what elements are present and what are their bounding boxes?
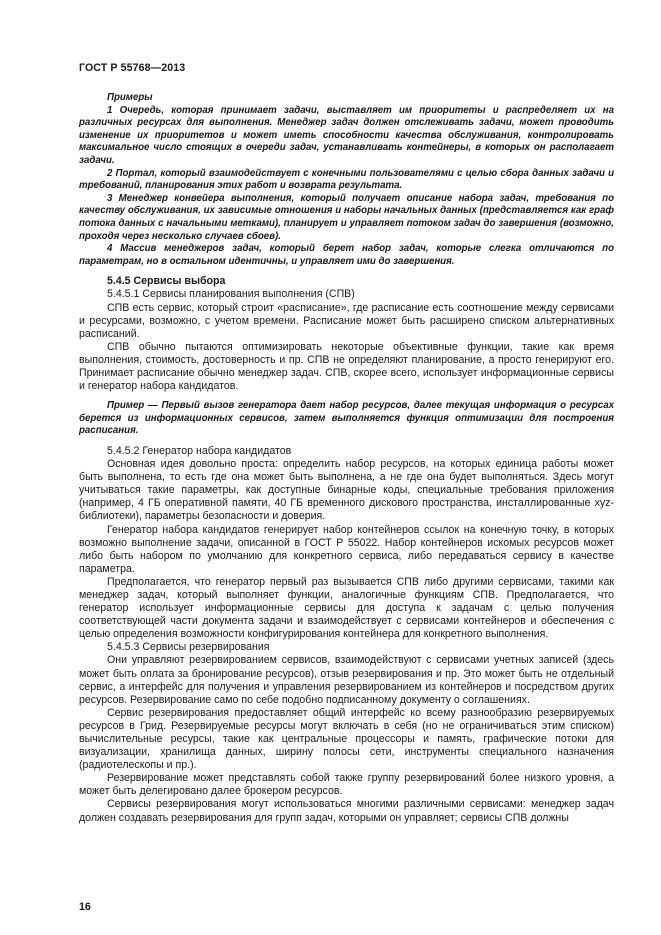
example-item-2: 2 Портал, который взаимодействует с конечными пользователями с целью сбора данных задачи и требований, планирования этих работ и возврата результата. bbox=[79, 167, 614, 192]
example-item-1: 1 Очередь, которая принимает задачи, выставляет им приоритеты и распределяет их на различных ресурсах для выполнения. Менеджер задач должен отслеживать задачи, может проводить изменение их приоритетов и может иметь способности качества обслуживания, контролировать максимальное число стоящих в очереди задач, устанавливать контейнеры, в которых он располагает задачи. bbox=[79, 104, 614, 166]
paragraph: СПВ есть сервис, который строит «расписание», где расписание есть соотношение между сервисами и ресурсами, возможно, с учетом времени. Расписание может быть расширено списком альтернативных расписаний. bbox=[79, 301, 614, 340]
document-body bbox=[79, 92, 614, 825]
paragraph: Основная идея довольно проста: определить набор ресурсов, на которых единица работы может быть выполнена, то есть где она может быть выполнена, а не где она будет выполняться. Здесь могут учитываться такие параметры, как доступные бинарные коды, специальные требования приложения (например, 4 ГБ оперативной памяти, 40 ГБ временного дискового пространства, инсталлированные xyz-библиотеки), параметры безопасности и доверия. bbox=[79, 458, 614, 523]
paragraph: Генератор набора кандидатов генерирует набор контейнеров ссылок на конечную точку, в которых возможно выполнение задачи, описанной в ГОСТ Р 55022. Набор контейнеров искомых ресурсов может либо быть набором по умолчанию для конкретного сервиса, либо передаваться сервису в качестве параметра. bbox=[79, 523, 614, 575]
section-title-545: 5.4.5 Сервисы выбора bbox=[107, 275, 226, 288]
subsection-title-5452: 5.4.5.2 Генератор набора кандидатов bbox=[107, 444, 292, 457]
examples-block bbox=[79, 92, 614, 268]
paragraph: Сервисы резервирования могут использоваться многими различными сервисами: менеджер задач должен создавать резервирования для групп задач, которыми он управляет; сервисы СПВ должны bbox=[79, 798, 614, 824]
subsection-title-5453: 5.4.5.3 Сервисы резервирования bbox=[107, 641, 270, 654]
paragraph: Они управляют резервированием сервисов, взаимодействуют с сервисами учетных записей (здесь может быть оплата за бронирование ресурсов), отзыв резервирования и пр. Это может быть не отдельный сервис, а интерфейс для получения и управления резервированием из контейнеров и посредством других ресурсов. Резервирование само по себе подобно подписанному документу о соглашениях. bbox=[79, 654, 614, 706]
paragraph: Резервирование может представлять собой также группу резервирований более низкого уровня, а может быть делегировано далее брокером ресурсов. bbox=[79, 772, 614, 798]
example-note: Пример — Первый вызов генератора дает набор ресурсов, далее текущая информация о ресурсах берется из информационных сервисов, затем выполняется функция оптимизации для построения расписания. bbox=[79, 400, 614, 437]
paragraph: Сервис резервирования предоставляет общий интерфейс ко всему разнообразию резервируемых ресурсов в Грид. Резервируемые ресурсы могут включать в себя (но не ограничиваться этим списком) вычислительные ресурсы, такие как центральные процессоры и память, графические потоки для визуализации, хранилища данных, ширину полосы сети, инструменты специального назначения (радиотелескопы и пр.). bbox=[79, 706, 614, 772]
document-header: ГОСТ Р 55768—2013 bbox=[79, 62, 186, 74]
examples-heading: Примеры bbox=[107, 92, 153, 103]
example-item-3: 3 Менеджер конвейера выполнения, который получает описание набора задач, требования по качеству обслуживания, их зависимые отношения и наборы начальных данных (представляется как граф потока данных с начальными метками), планирует и управляет потоком задач до завершения (возможно, проходя через несколько случаев сбоев). bbox=[79, 192, 614, 242]
subsection-title-5451: 5.4.5.1 Сервисы планирования выполнения (СПВ) bbox=[107, 288, 355, 301]
paragraph: Предполагается, что генератор первый раз вызывается СПВ либо другими сервисами, такими как менеджер задач, который выполняет функции, аналогичные функциям СПВ. Предполагается, что генератор использует информационные сервисы для доступа к задачам с целью получения соответствующей части документа задачи и взаимодействует с сервисами контейнеров и обеспечения с целью определения возможности конфигурирования контейнера для конкретного выполнения. bbox=[79, 575, 614, 641]
page-number: 16 bbox=[79, 901, 91, 913]
example-item-4: 4 Массив менеджеров задач, который берет набор задач, которые слегка отличаются по параметрам, но в остальном идентичны, и управляет ими до завершения. bbox=[79, 243, 614, 267]
paragraph: СПВ обычно пытаются оптимизировать некоторые объективные функции, такие как время выполнения, стоимость, достоверность и пр. СПВ не определяют планирование, а просто генерируют его. Принимает расписание обычно менеджер задач. СПВ, скорее всего, использует информационные сервисы и генератор набора кандидатов. bbox=[79, 340, 614, 393]
